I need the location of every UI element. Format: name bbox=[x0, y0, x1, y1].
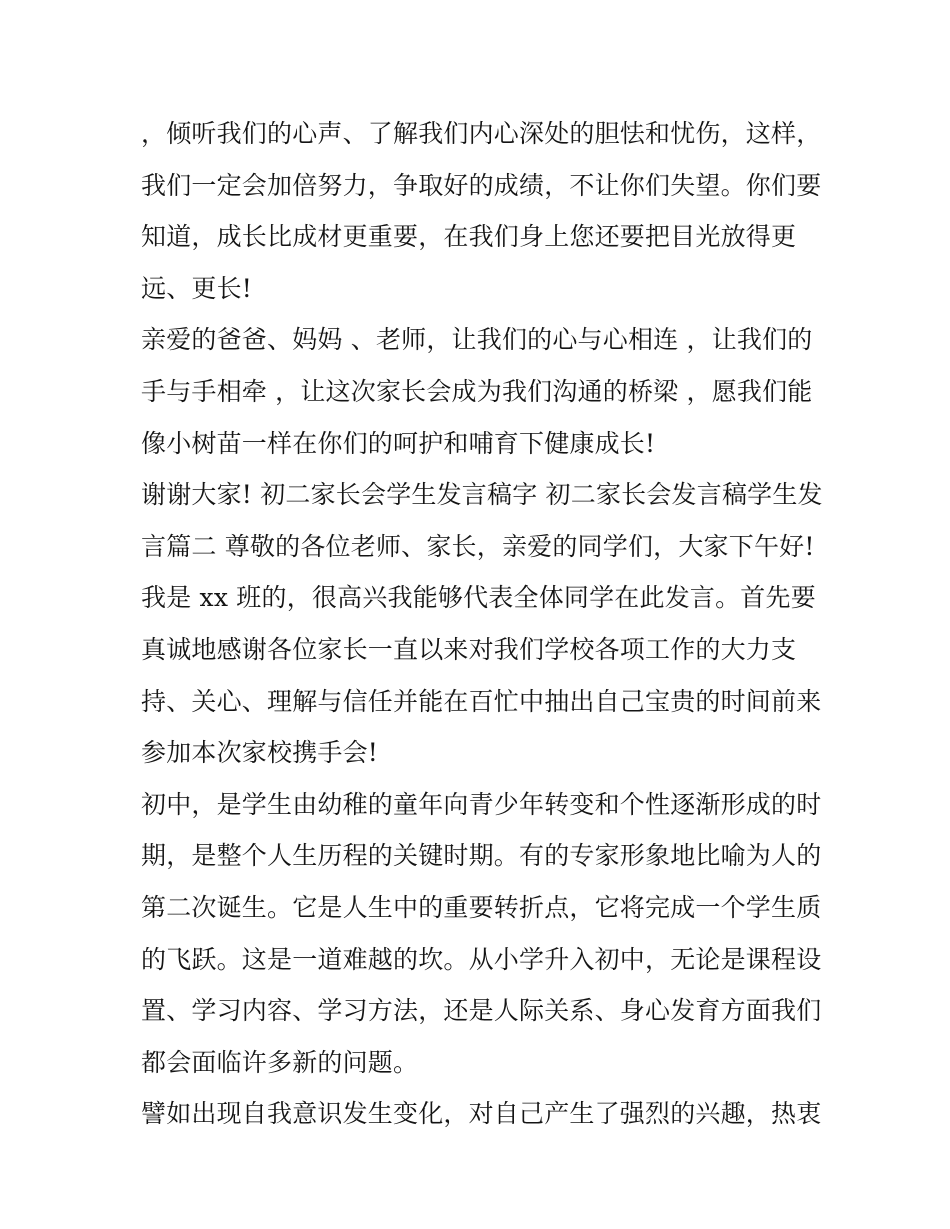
text-line: 像小树苗一样在你们的呵护和哺育下健康成长! bbox=[141, 428, 656, 458]
text-line: 远、更长! bbox=[141, 273, 253, 303]
text-line: 言篇二 尊敬的各位老师、家长，亲爱的同学们，大家下午好! bbox=[141, 531, 815, 561]
text-line: 参加本次家校携手会! bbox=[141, 738, 379, 768]
text-line: 真诚地感谢各位家长一直以来对我们学校各项工作的大力支 bbox=[141, 634, 797, 664]
text-line: 我们一定会加倍努力，争取好的成绩，不让你们失望。你们要 bbox=[141, 170, 822, 200]
text-line: 我是 xx 班的，很高兴我能够代表全体同学在此发言。首先要 bbox=[141, 583, 816, 613]
body-text bbox=[141, 108, 821, 1140]
text-line: 初中，是学生由幼稚的童年向青少年转变和个性逐渐形成的时 bbox=[141, 789, 822, 819]
text-line: 知道，成长比成材更重要，在我们身上您还要把目光放得更 bbox=[141, 222, 797, 252]
text-line: 亲爱的爸爸、妈妈 、老师，让我们的心与心相连 ，让我们的 bbox=[141, 325, 813, 355]
text-line: 置、学习内容、学习方法，还是人际关系、身心发育方面我们 bbox=[141, 996, 822, 1026]
text-line: 第二次诞生。它是人生中的重要转折点，它将完成一个学生质 bbox=[141, 892, 822, 922]
text-line: 期，是整个人生历程的关键时期。有的专家形象地比喻为人的 bbox=[141, 841, 822, 871]
text-line: ，倾听我们的心声、了解我们内心深处的胆怯和忧伤，这样， bbox=[141, 119, 822, 148]
text-line: 手与手相牵 ，让这次家长会成为我们沟通的桥梁 ，愿我们能 bbox=[141, 376, 813, 406]
text-line: 的飞跃。这是一道难越的坎。从小学升入初中，无论是课程设 bbox=[141, 944, 822, 974]
text-line: 谢谢大家! 初二家长会学生发言稿字 初二家长会发言稿学生发 bbox=[141, 480, 823, 510]
text-line: 持、关心、理解与信任并能在百忙中抽出自己宝贵的时间前来 bbox=[141, 686, 822, 716]
text-line: 都会面临许多新的问题。 bbox=[141, 1047, 419, 1077]
text-line: 譬如出现自我意识发生变化，对自己产生了强烈的兴趣，热衷 bbox=[141, 1099, 822, 1129]
